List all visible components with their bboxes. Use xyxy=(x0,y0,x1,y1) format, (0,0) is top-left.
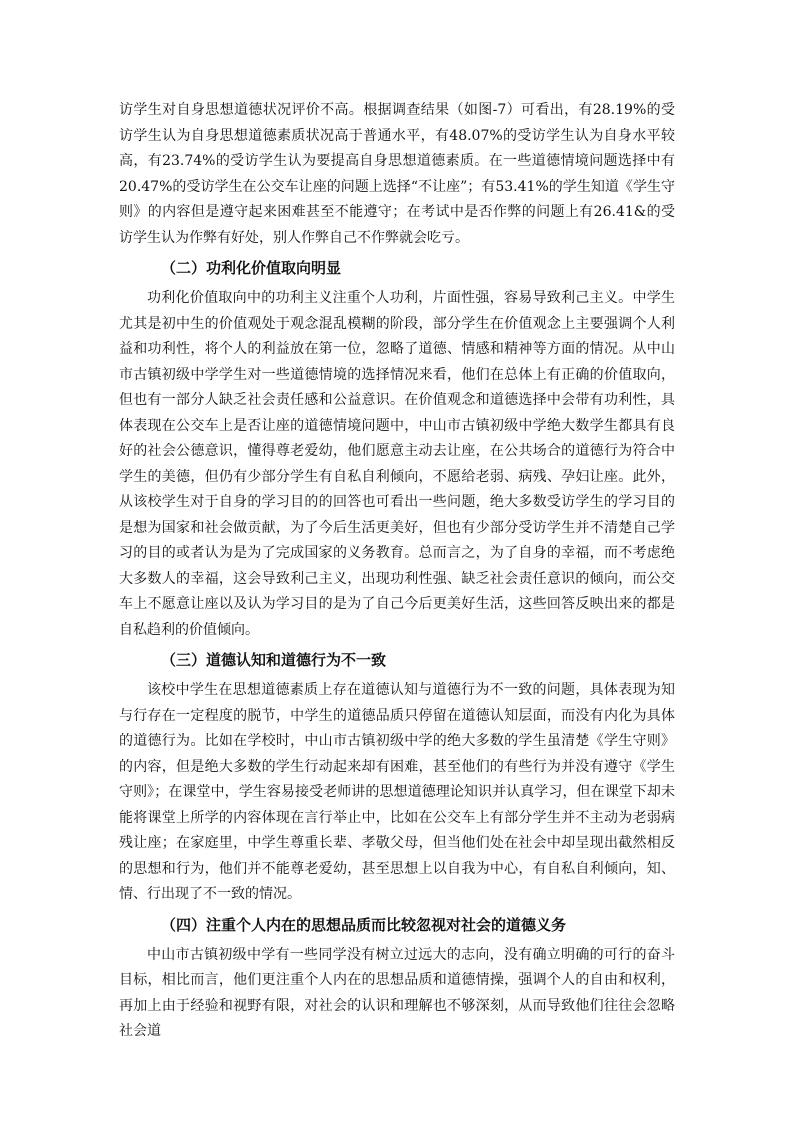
section-heading-4: （四）注重个人内在的思想品质而比较忽视对社会的道德义务 xyxy=(161,915,567,934)
paragraph-3: 该校中学生在思想道德素质上存在道德认知与道德行为不一致的问题，具体表现为知与行存在一定程度的脱节，中学生的道德品质只停留在道德认知层面，而没有内化为具体的道德行为。比如在学校时，中山市古镇初级中学的绝大多数的学生虽清楚《学生守则》的内容，但是绝大多数的学生行动起来却有困难，甚至他们的有些行为并没有遵守《学生守则》；在课堂中，学生容易接受老师讲的思想道德理论知识并认真学习，但在课堂下却未能将课堂上所学的内容体现在言行举止中，比如在公交车上有部分学生并不主动为老弱病残让座；在家庭里，中学生尊重长辈、孝敬父母，但当他们处在社会中却呈现出截然相反的思想和行为，他们并不能尊老爱幼，甚至思想上以自我为中心，有自私自利倾向，知、情、行出现了不一致的情况。 xyxy=(119,682,675,902)
document-page xyxy=(119,98,675,1045)
section-heading-3: （三）道德认知和道德行为不一致 xyxy=(161,651,387,669)
section-heading-2: （二）功利化价值取向明显 xyxy=(161,259,342,277)
paragraph-4: 中山市古镇初级中学有一些同学没有树立过远大的志向，没有确立明确的可行的奋斗目标，相比而言，他们更注重个人内在的思想品质和道德情操，强调个人的自由和权利，再加上由于经验和视野有限，对社会的认识和理解也不够深刻，从而导致他们往往会忽略社会道 xyxy=(119,946,675,1039)
paragraph-1: 访学生对自身思想道德状况评价不高。根据调查结果（如图-7）可看出，有28.19%的受访学生认为自身思想道德素质状况高于普通水平，有48.07%的受访学生认为自身水平较高，有23.74%的受访学生认为要提高自身思想道德素质。在一些道德情境问题选择中有20.47%的受访学生在公交车让座的问题上选择“不让座”；有53.41%的学生知道《学生守则》的内容但是遵守起来困难甚至不能遵守；在考试中是否作弊的问题上有26.41&的受访学生认为作弊有好处，别人作弊自己不作弊就会吃亏。 xyxy=(119,102,675,246)
paragraph-2: 功利化价值取向中的功利主义注重个人功利，片面性强，容易导致利己主义。中学生尤其是初中生的价值观处于观念混乱模糊的阶段，部分学生在价值观念上主要强调个人利益和功利性，将个人的利益放在第一位，忽略了道德、情感和精神等方面的情况。从中山市古镇初级中学学生对一些道德情境的选择情况来看，他们在总体上有正确的价值取向，但也有一部分人缺乏社会责任感和公益意识。在价值观念和道德选择中会带有功利性，具体表现在公交车上是否让座的道德情境问题中，中山市古镇初级中学绝大数学生都具有良好的社会公德意识，懂得尊老爱幼，他们愿意主动去让座，在公共场合的道德行为符合中学生的美德，但仍有少部分学生有自私自利倾向，不愿给老弱、病残、孕妇让座。此外，从该校学生对于自身的学习目的的回答也可看出一些问题，绝大多数受访学生的学习目的是想为国家和社会做贡献，为了今后生活更美好，但也有少部分受访学生并不清楚自己学习的目的或者认为是为了完成国家的义务教育。总而言之，为了自身的幸福，而不考虑绝大多数人的幸福，这会导致利己主义，出现功利性强、缺乏社会责任意识的倾向，而公交车上不愿意让座以及认为学习目的是为了自己今后更美好生活，这些回答反映出来的都是自私趋利的价值倾向。 xyxy=(119,290,675,638)
